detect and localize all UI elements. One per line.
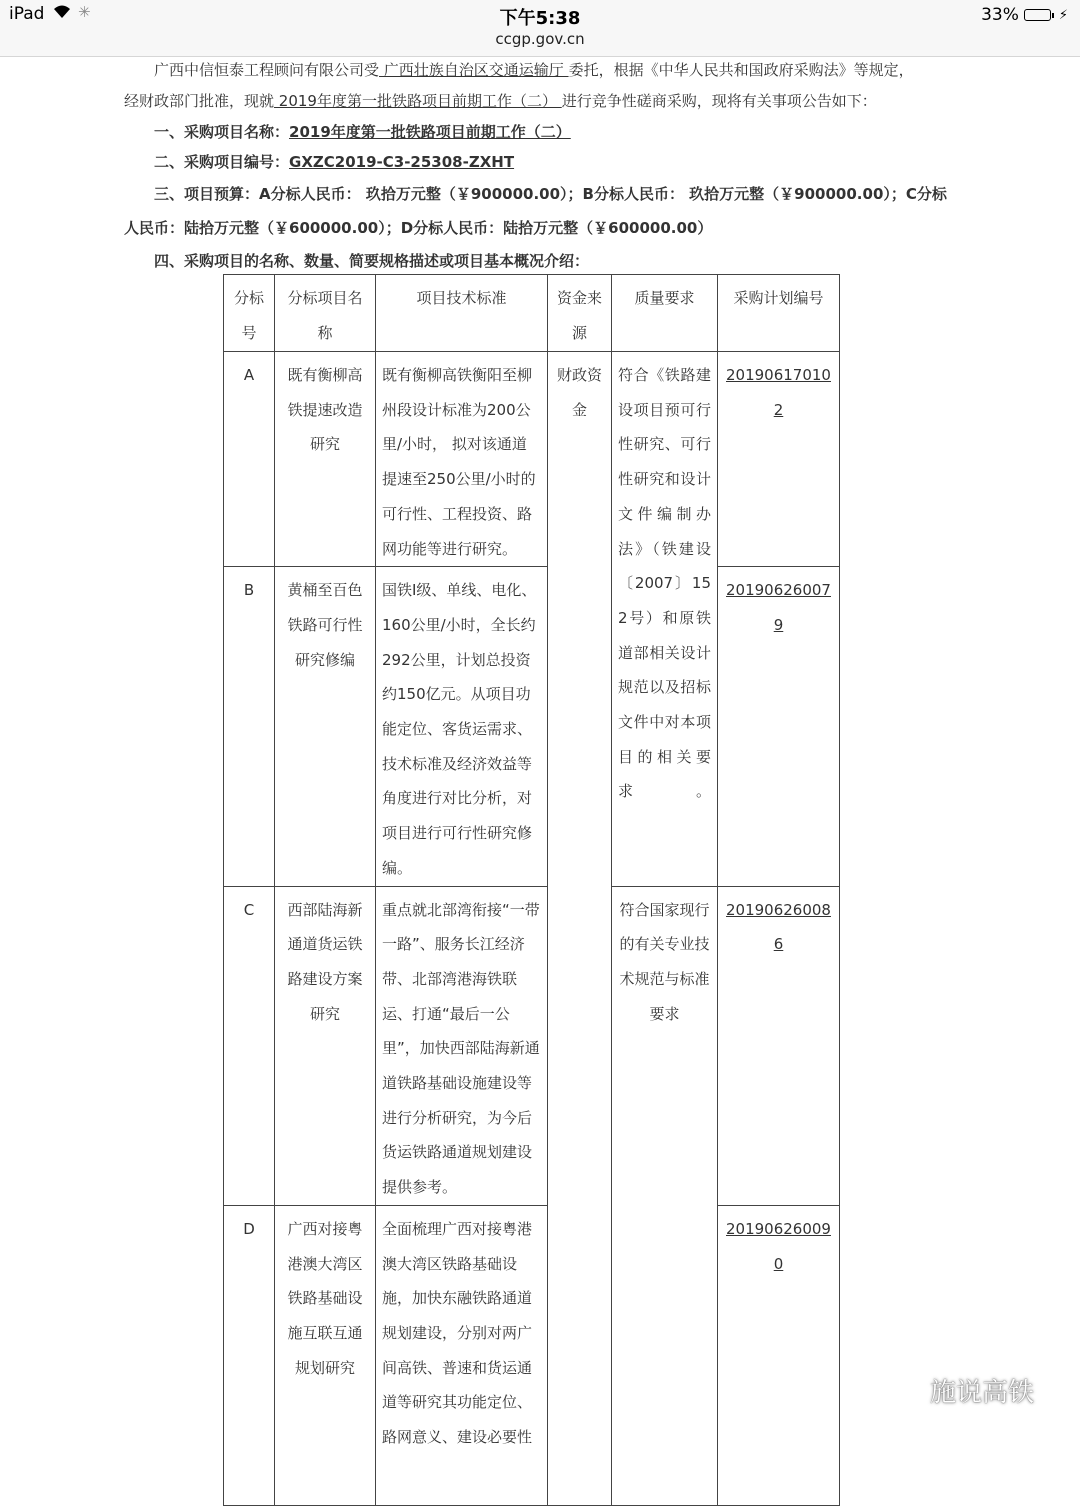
tech-cell: 国铁Ⅰ级、单线、电化、160公里/小时，全长约292公里，计划总投资约150亿元。从项目功能定位、客货运需求、技术标准及经济效益等角度进行对比分析，对项目进行可行性研究修编。 xyxy=(376,567,548,886)
watermark-text: 施说高铁 xyxy=(930,1378,1035,1408)
tech-cell: 重点就北部湾衔接“一带一路”、服务长江经济带、北部湾港海铁联运、打通“最后一公里”，加快西部陆海新通道铁路基础设施建设等进行分析研究，为今后货运铁路通道规划建设提供参考。 xyxy=(376,886,548,1205)
lot-name-cell: 黄桶至百色铁路可行性研究修编 xyxy=(275,567,376,886)
table-row xyxy=(224,1205,840,1505)
section-2: 二、采购项目编号：GXZC2019-C3-25308-ZXHT xyxy=(154,153,515,171)
ios-status-bar xyxy=(0,0,1080,57)
quality-cell-cd: 符合国家现行的有关专业技术规范与标准要求 xyxy=(612,886,718,1505)
clock: 下午5:38 xyxy=(499,8,581,29)
table-row xyxy=(224,567,840,886)
intro-line-1: 广西中信恒泰工程顾问有限公司受 广西壮族自治区交通运输厅 委托，根据《中华人民共和国政府采购法》等规定， xyxy=(154,61,914,79)
header-name: 分标项目名称 xyxy=(275,275,376,352)
charging-bolt-icon: ⚡ xyxy=(1058,7,1068,23)
plan-number-link[interactable]: 201906260090 xyxy=(718,1205,840,1505)
section-1: 一、采购项目名称：2019年度第一批铁路项目前期工作（二） xyxy=(154,123,571,141)
plan-number-link[interactable]: 201906170102 xyxy=(718,352,840,567)
client-name: 广西壮族自治区交通运输厅 xyxy=(379,61,569,79)
project-name: 2019年度第一批铁路项目前期工作（二） xyxy=(289,123,571,141)
lot-name-cell: 广西对接粤港澳大湾区铁路基础设施互联互通规划研究 xyxy=(275,1205,376,1505)
table-row xyxy=(224,352,840,567)
table-header-row xyxy=(224,275,840,352)
lot-cell: A xyxy=(224,352,275,567)
wechat-icon xyxy=(892,1375,926,1406)
table-row xyxy=(224,886,840,1205)
device-label: iPad xyxy=(9,4,45,24)
header-plan: 采购计划编号 xyxy=(718,275,840,352)
address-bar-url[interactable]: ccgp.gov.cn xyxy=(495,30,585,48)
project-name-inline: 2019年度第一批铁路项目前期工作（二） xyxy=(274,92,562,110)
lot-cell: D xyxy=(224,1205,275,1505)
lot-name-cell: 既有衡柳高铁提速改造研究 xyxy=(275,352,376,567)
header-fund: 资金来源 xyxy=(548,275,612,352)
plan-number-link[interactable]: 201906260086 xyxy=(718,886,840,1205)
battery-icon xyxy=(1024,9,1051,21)
lot-cell: C xyxy=(224,886,275,1205)
header-lot: 分标号 xyxy=(224,275,275,352)
lot-cell: B xyxy=(224,567,275,886)
section-3-line-1: 三、项目预算：A分标人民币： 玖拾万元整（￥900000.00）；B分标人民币： 玖拾万元整（￥900000.00）；C分标 xyxy=(154,185,947,203)
watermark xyxy=(892,1372,1034,1409)
fund-cell: 财政资金 xyxy=(548,352,612,1506)
battery-indicator xyxy=(981,5,1068,25)
intro-line-2: 经财政部门批准，现就 2019年度第一批铁路项目前期工作（二） 进行竞争性磋商采购，现将有关事项公告如下： xyxy=(124,92,877,110)
lot-name-cell: 西部陆海新通道货运铁路建设方案研究 xyxy=(275,886,376,1205)
section-3-line-2: 人民币：陆拾万元整（￥600000.00）；D分标人民币：陆拾万元整（￥600000.00） xyxy=(124,219,713,237)
header-quality: 质量要求 xyxy=(612,275,718,352)
project-number: GXZC2019-C3-25308-ZXHT xyxy=(289,153,515,171)
tech-cell: 全面梳理广西对接粤港澳大湾区铁路基础设施，加快东融铁路通道规划建设，分别对两广间高铁、普速和货运通道等研究其功能定位、路网意义、建设必要性 xyxy=(376,1205,548,1505)
loading-spinner-icon: ✳ xyxy=(78,3,91,21)
tech-cell: 既有衡柳高铁衡阳至柳州段设计标准为200公里/小时， 拟对该通道提速至250公里/小时的可行性、工程投资、路网功能等进行研究。 xyxy=(376,352,548,567)
quality-cell-ab: 符合《铁路建设项目预可行性研究、可行性研究和设计文件编制办法》（铁建设〔2007〕152号）和原铁道部相关设计规范以及招标文件中对本项目的相关要求。 xyxy=(612,352,718,887)
header-tech: 项目技术标准 xyxy=(376,275,548,352)
plan-number-link[interactable]: 201906260079 xyxy=(718,567,840,886)
section-4-title: 四、采购项目的名称、数量、简要规格描述或项目基本概况介绍： xyxy=(154,252,590,270)
battery-percent: 33% xyxy=(981,5,1019,25)
procurement-table xyxy=(223,274,840,1506)
